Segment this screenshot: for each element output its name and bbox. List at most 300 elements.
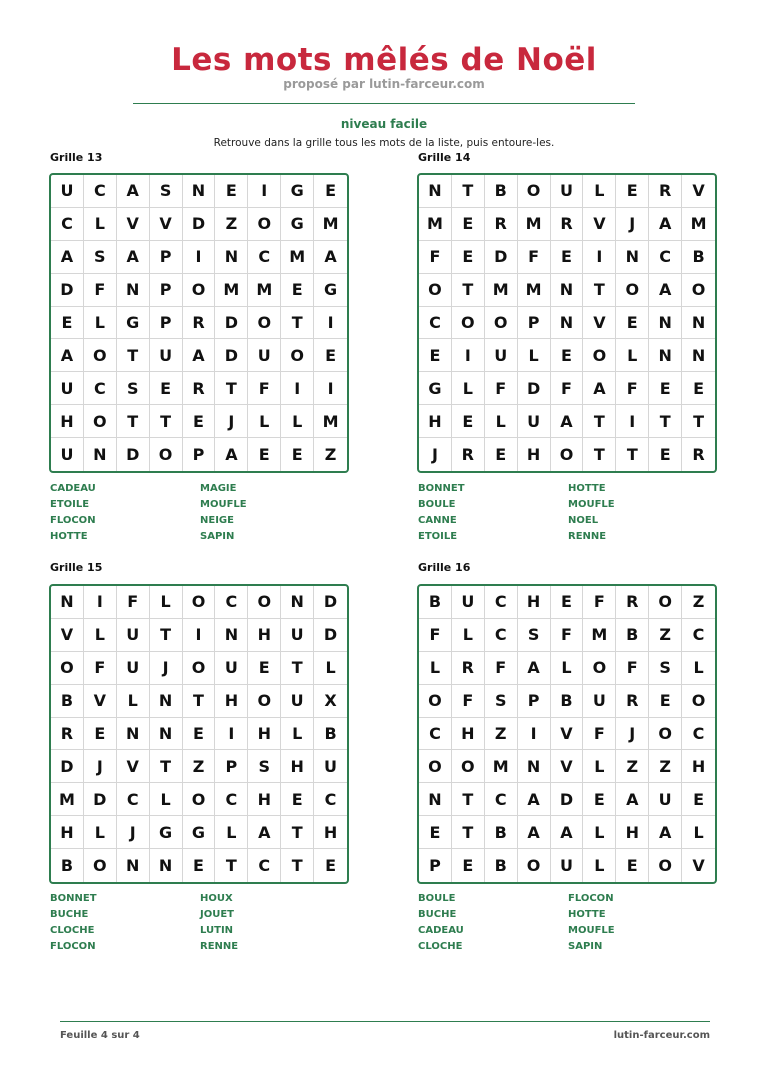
grid-letter: I (518, 718, 551, 751)
grid-letter: T (682, 405, 715, 438)
grid-letter: O (452, 750, 485, 783)
grid-letter: U (583, 685, 616, 718)
grid-letter: T (583, 405, 616, 438)
word-list-item: HOTTE (568, 483, 606, 494)
grid-letter: F (84, 274, 117, 307)
grid-letter: M (314, 208, 347, 241)
grid-letter: X (314, 685, 347, 718)
grid-letter: A (616, 783, 649, 816)
grid-letter: J (616, 718, 649, 751)
grid-letter: E (51, 307, 84, 340)
grid-letter: O (419, 750, 452, 783)
grid-letter: U (485, 339, 518, 372)
grid-letter: O (518, 849, 551, 882)
grid-letter: E (281, 438, 314, 471)
grid-letter: T (150, 405, 183, 438)
grid-letter: C (485, 619, 518, 652)
grid-letter: A (551, 405, 584, 438)
grid-letter: H (248, 783, 281, 816)
grid-letter: I (183, 241, 216, 274)
word-list-item: BUCHE (418, 909, 457, 920)
grid-letter: V (117, 208, 150, 241)
grid-letter: C (84, 175, 117, 208)
word-list-item: CLOCHE (50, 925, 95, 936)
grid-letter: F (551, 372, 584, 405)
grid-letter: S (84, 241, 117, 274)
grid-letter: E (649, 438, 682, 471)
grid-letter: L (583, 175, 616, 208)
grid-letter: N (551, 274, 584, 307)
grid-letter: E (649, 685, 682, 718)
word-list-13 (50, 481, 350, 545)
grid-letter: D (117, 438, 150, 471)
grid-letter: L (281, 718, 314, 751)
grid-letter: U (51, 372, 84, 405)
grid-letter: V (692, 856, 705, 876)
grid-letter: M (419, 208, 452, 241)
word-list-15 (50, 891, 350, 955)
grid-letter: F (248, 372, 281, 405)
grid-letter: T (183, 685, 216, 718)
grid-letter: D (485, 241, 518, 274)
grid-letter: R (616, 685, 649, 718)
word-list-item: FLOCON (50, 515, 96, 526)
grid-letter: D (51, 750, 84, 783)
grid-letter: E (452, 241, 485, 274)
grid-letter: A (51, 339, 84, 372)
grid-letter: F (583, 718, 616, 751)
word-list-item: FLOCON (568, 893, 614, 904)
word-list-item: SAPIN (200, 531, 235, 542)
word-list-item: BUCHE (50, 909, 89, 920)
grid-letter: R (452, 652, 485, 685)
word-list-item: FLOCON (50, 941, 96, 952)
page-number: Feuille 4 sur 4 (60, 1030, 140, 1041)
grid-letter: O (248, 208, 281, 241)
grid-letter: I (314, 372, 347, 405)
grid-letter: R (692, 445, 705, 465)
grid-letter: O (649, 586, 682, 619)
grid-letter: H (248, 619, 281, 652)
grid-letter: O (51, 652, 84, 685)
grid-letter: N (84, 438, 117, 471)
grid-letter: P (150, 241, 183, 274)
grid-letter: N (649, 307, 682, 340)
word-list-item: CADEAU (418, 925, 464, 936)
grid-letter: N (51, 586, 84, 619)
grid-letter: V (682, 175, 715, 208)
grid-letter: L (419, 652, 452, 685)
grid-letter: U (150, 339, 183, 372)
grid-letter: L (682, 652, 715, 685)
grid-letter: B (682, 241, 715, 274)
grid-letter: F (419, 619, 452, 652)
grid-letter: U (281, 685, 314, 718)
grid-letter: C (84, 372, 117, 405)
word-list-item: HOUX (200, 893, 233, 904)
grid-letter: T (452, 175, 485, 208)
grid-letter: B (314, 718, 347, 751)
grid-letter: U (117, 652, 150, 685)
grid-letter: G (281, 208, 314, 241)
grid-title-15: Grille 15 (50, 561, 103, 574)
grid-letter: H (419, 405, 452, 438)
grid-letter: O (682, 685, 715, 718)
grid-letter: E (649, 372, 682, 405)
grid-letter: Z (682, 586, 715, 619)
grid-letter: G (419, 372, 452, 405)
grid-letter: U (551, 175, 584, 208)
grid-letter: L (452, 619, 485, 652)
grid-letter: L (452, 372, 485, 405)
grid-letter: A (51, 241, 84, 274)
word-list-item: BOULE (418, 499, 456, 510)
word-list-item: ETOILE (50, 499, 90, 510)
grid-letter: A (117, 241, 150, 274)
grid-letter: B (616, 619, 649, 652)
grid-letter: V (551, 718, 584, 751)
grid-title-14: Grille 14 (418, 151, 471, 164)
grid-letter: A (518, 783, 551, 816)
grid-letter: T (150, 750, 183, 783)
grid-letter: T (452, 816, 485, 849)
grid-letter: O (248, 586, 281, 619)
grid-letter: I (616, 405, 649, 438)
grid-letter: G (117, 307, 150, 340)
grid-letter: N (419, 175, 452, 208)
grid-letter: L (150, 783, 183, 816)
grid-letter: G (314, 274, 347, 307)
grid-letter: N (150, 849, 183, 882)
word-list-item: LUTIN (200, 925, 234, 936)
grid-letter: D (314, 586, 347, 619)
grid-letter: P (518, 685, 551, 718)
grid-letter: F (583, 586, 616, 619)
grid-letter: T (452, 783, 485, 816)
grid-letter: R (649, 175, 682, 208)
grid-letter: N (117, 274, 150, 307)
grid-letter: F (485, 652, 518, 685)
grid-letter: F (616, 652, 649, 685)
grid-letter: T (281, 652, 314, 685)
grid-letter: A (649, 816, 682, 849)
grid-letter: U (551, 849, 584, 882)
grid-letter: B (485, 816, 518, 849)
word-list-item: HOTTE (50, 531, 88, 542)
grid-letter: O (281, 339, 314, 372)
grid-letter: H (616, 816, 649, 849)
grid-letter: D (551, 783, 584, 816)
grid-letter: N (419, 783, 452, 816)
grid-letter: C (117, 783, 150, 816)
grid-letter: C (649, 241, 682, 274)
grid-letter: O (518, 175, 551, 208)
grid-letter: N (150, 718, 183, 751)
grid-letter: C (682, 619, 715, 652)
grid-letter: M (485, 750, 518, 783)
grid-letter: Z (616, 750, 649, 783)
grid-letter: C (419, 307, 452, 340)
grid-letter: L (150, 586, 183, 619)
grid-letter: U (314, 750, 347, 783)
grid-letter: A (117, 175, 150, 208)
page-subtitle: proposé par lutin-farceur.com (283, 77, 485, 91)
grid-letter: E (682, 783, 715, 816)
word-list-item: RENNE (200, 941, 239, 952)
grid-letter: G (183, 816, 216, 849)
grid-letter: H (51, 816, 84, 849)
word-list-item: CLOCHE (418, 941, 463, 952)
grid-letter: T (583, 438, 616, 471)
grid-letter: C (215, 783, 248, 816)
word-grid-13 (49, 173, 349, 473)
grid-letter: O (183, 274, 216, 307)
grid-letter: H (518, 586, 551, 619)
word-list-item: RENNE (568, 531, 607, 542)
grid-letter: O (682, 274, 715, 307)
grid-letter: O (616, 274, 649, 307)
grid-letter: F (485, 372, 518, 405)
word-list-item: NOEL (568, 515, 599, 526)
grid-letter: L (583, 816, 616, 849)
grid-letter: S (248, 750, 281, 783)
grid-letter: O (419, 274, 452, 307)
grid-letter: C (485, 586, 518, 619)
grid-letter: M (248, 274, 281, 307)
word-list-item: CADEAU (50, 483, 96, 494)
grid-letter: O (150, 438, 183, 471)
grid-letter: U (248, 339, 281, 372)
grid-letter: A (248, 816, 281, 849)
grid-letter: L (583, 849, 616, 882)
grid-letter: J (150, 652, 183, 685)
word-list-item: BONNET (50, 893, 97, 904)
grid-letter: O (248, 685, 281, 718)
difficulty-level: niveau facile (340, 117, 428, 131)
grid-letter: D (215, 339, 248, 372)
word-list-item: MOUFLE (568, 499, 615, 510)
grid-letter: L (84, 619, 117, 652)
grid-letter: N (215, 619, 248, 652)
grid-letter: I (183, 619, 216, 652)
grid-letter: C (419, 718, 452, 751)
grid-letter: D (183, 208, 216, 241)
grid-letter: E (551, 241, 584, 274)
grid-letter: T (215, 372, 248, 405)
grid-letter: C (215, 586, 248, 619)
grid-letter: H (452, 718, 485, 751)
grid-letter: V (583, 307, 616, 340)
grid-letter: E (419, 339, 452, 372)
grid-letter: T (452, 274, 485, 307)
grid-letter: F (551, 619, 584, 652)
footer-divider (60, 1021, 710, 1022)
grid-letter: Z (183, 750, 216, 783)
grid-letter: C (248, 241, 281, 274)
grid-letter: A (649, 274, 682, 307)
grid-letter: E (215, 175, 248, 208)
grid-letter: J (84, 750, 117, 783)
grid-letter: P (215, 750, 248, 783)
grid-letter: N (682, 339, 715, 372)
grid-letter: V (117, 750, 150, 783)
grid-letter: E (452, 849, 485, 882)
grid-letter: O (183, 586, 216, 619)
grid-letter: J (616, 208, 649, 241)
grid-letter: O (452, 307, 485, 340)
grid-letter: U (215, 652, 248, 685)
grid-title-13: Grille 13 (50, 151, 103, 164)
grid-letter: M (281, 241, 314, 274)
grid-letter: F (518, 241, 551, 274)
grid-letter: J (419, 438, 452, 471)
word-list-item: JOUET (200, 909, 234, 920)
grid-letter: E (682, 372, 715, 405)
grid-letter: M (518, 208, 551, 241)
grid-letter: D (84, 783, 117, 816)
grid-letter: T (616, 438, 649, 471)
grid-letter: U (51, 175, 84, 208)
grid-letter: O (551, 438, 584, 471)
grid-letter: O (485, 307, 518, 340)
grid-letter: Z (649, 750, 682, 783)
grid-letter: I (281, 372, 314, 405)
grid-letter: P (150, 307, 183, 340)
grid-letter: E (281, 274, 314, 307)
word-list-16 (418, 891, 718, 955)
word-list-item: MAGIE (200, 483, 237, 494)
word-list-item: SAPIN (568, 941, 603, 952)
grid-letter: M (215, 274, 248, 307)
grid-letter: O (183, 652, 216, 685)
grid-letter: J (117, 816, 150, 849)
grid-letter: H (51, 405, 84, 438)
grid-letter: C (485, 783, 518, 816)
grid-letter: O (649, 849, 682, 882)
grid-letter: O (84, 405, 117, 438)
grid-letter: C (248, 849, 281, 882)
grid-letter: A (649, 208, 682, 241)
grid-letter: E (616, 849, 649, 882)
grid-letter: U (117, 619, 150, 652)
grid-letter: L (518, 339, 551, 372)
grid-letter: M (518, 274, 551, 307)
grid-letter: H (314, 816, 347, 849)
grid-letter: E (183, 849, 216, 882)
grid-letter: M (51, 783, 84, 816)
grid-letter: O (419, 685, 452, 718)
word-grid-16 (417, 584, 717, 884)
grid-letter: T (281, 307, 314, 340)
grid-letter: O (248, 307, 281, 340)
grid-letter: L (84, 816, 117, 849)
grid-letter: O (583, 339, 616, 372)
grid-letter: O (649, 718, 682, 751)
grid-letter: E (314, 339, 347, 372)
grid-letter: N (551, 307, 584, 340)
grid-letter: A (215, 438, 248, 471)
grid-letter: L (281, 405, 314, 438)
word-list-item: MOUFLE (568, 925, 615, 936)
grid-letter: O (84, 339, 117, 372)
grid-letter: R (183, 372, 216, 405)
grid-letter: Z (649, 619, 682, 652)
grid-letter: R (51, 718, 84, 751)
grid-letter: E (452, 405, 485, 438)
word-list-item: BOULE (418, 893, 456, 904)
grid-letter: B (485, 175, 518, 208)
grid-letter: M (583, 619, 616, 652)
grid-letter: V (84, 685, 117, 718)
grid-letter: C (314, 783, 347, 816)
grid-letter: N (616, 241, 649, 274)
grid-letter: F (419, 241, 452, 274)
grid-letter: D (51, 274, 84, 307)
grid-letter: H (248, 718, 281, 751)
grid-letter: N (215, 241, 248, 274)
grid-letter: U (518, 405, 551, 438)
grid-letter: V (583, 208, 616, 241)
grid-letter: U (281, 619, 314, 652)
grid-letter: N (150, 685, 183, 718)
grid-letter: T (281, 816, 314, 849)
grid-letter: E (248, 438, 281, 471)
grid-letter: F (616, 372, 649, 405)
grid-letter: L (551, 652, 584, 685)
grid-letter: I (452, 339, 485, 372)
grid-letter: B (419, 586, 452, 619)
grid-letter: L (583, 750, 616, 783)
grid-letter: R (183, 307, 216, 340)
grid-letter: D (314, 619, 347, 652)
grid-letter: N (183, 175, 216, 208)
grid-letter: U (452, 586, 485, 619)
grid-letter: V (51, 619, 84, 652)
grid-letter: M (682, 208, 715, 241)
grid-letter: S (117, 372, 150, 405)
grid-letter: P (150, 274, 183, 307)
grid-letter: F (117, 586, 150, 619)
grid-letter: E (583, 783, 616, 816)
grid-letter: N (117, 718, 150, 751)
grid-letter: E (485, 438, 518, 471)
grid-letter: O (84, 849, 117, 882)
word-grid-14 (417, 173, 717, 473)
grid-letter: V (150, 208, 183, 241)
grid-letter: H (518, 438, 551, 471)
grid-letter: L (215, 816, 248, 849)
word-list-item: MOUFLE (200, 499, 247, 510)
site-link: lutin-farceur.com (613, 1030, 710, 1041)
grid-letter: E (150, 372, 183, 405)
grid-letter: S (150, 175, 183, 208)
grid-letter: E (616, 307, 649, 340)
grid-letter: C (51, 208, 84, 241)
grid-letter: T (583, 274, 616, 307)
grid-letter: L (84, 307, 117, 340)
grid-letter: E (419, 816, 452, 849)
page-title: Les mots mêlés de Noël (171, 42, 597, 78)
grid-letter: N (682, 307, 715, 340)
grid-title-16: Grille 16 (418, 561, 471, 574)
grid-letter: B (51, 849, 84, 882)
grid-letter: E (452, 208, 485, 241)
grid-letter: B (551, 685, 584, 718)
grid-letter: E (314, 175, 347, 208)
grid-letter: A (518, 816, 551, 849)
grid-letter: C (682, 718, 715, 751)
grid-letter: L (616, 339, 649, 372)
